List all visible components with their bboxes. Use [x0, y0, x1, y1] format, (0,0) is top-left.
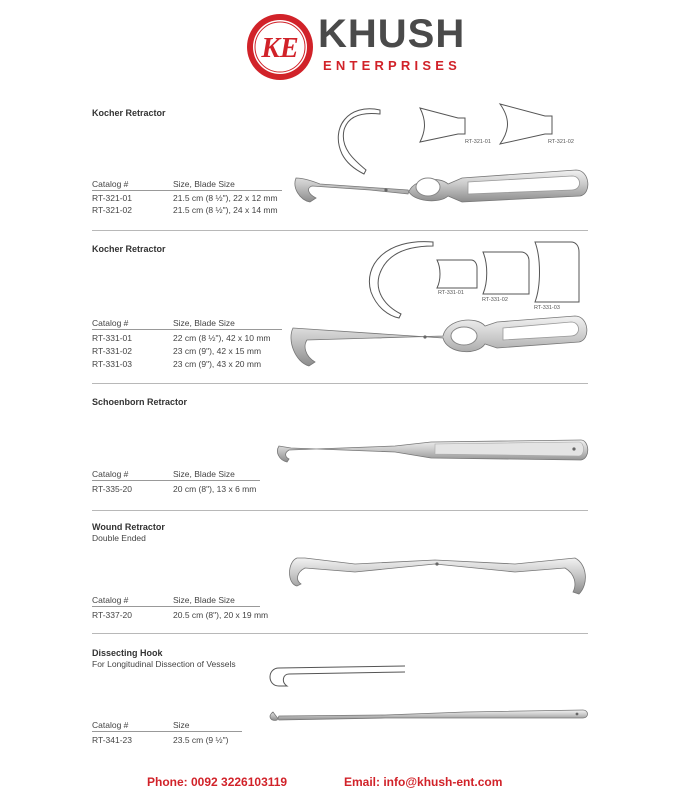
size-cell: 23 cm (9"), 42 x 15 mm [173, 346, 262, 356]
schoenborn-retractor-illustration [275, 432, 595, 472]
catalog-cell: RT-331-03 [92, 359, 133, 369]
header-underline [92, 190, 282, 191]
size-cell: 21.5 cm (8 ½"), 22 x 12 mm [173, 193, 278, 203]
section-subtitle: Double Ended [92, 533, 146, 543]
size-header: Size, Blade Size [173, 179, 235, 189]
header-underline [92, 606, 260, 607]
size-header: Size [173, 720, 190, 730]
size-cell: 23.5 cm (9 ½") [173, 735, 229, 745]
section-title: Kocher Retractor [92, 108, 166, 118]
logo-emblem [245, 12, 315, 82]
kocher-retractor-illustration [290, 98, 600, 226]
section-divider [92, 633, 588, 634]
section-title: Kocher Retractor [92, 244, 166, 254]
company-name: KHUSH [318, 12, 466, 56]
header-underline [92, 480, 260, 481]
catalog-cell: RT-331-01 [92, 333, 133, 343]
section-title: Wound Retractor [92, 522, 165, 532]
footer-phone: Phone: 0092 3226103119 [147, 775, 288, 789]
catalog-cell: RT-337-20 [92, 610, 133, 620]
size-header: Size, Blade Size [173, 595, 235, 605]
company-subtitle: ENTERPRISES [323, 58, 461, 73]
catalog-cell: RT-321-01 [92, 193, 133, 203]
catalog-header: Catalog # [92, 595, 129, 605]
section-title: Dissecting Hook [92, 648, 163, 658]
variant-tag: RT-331-03 [534, 305, 560, 311]
section-title: Schoenborn Retractor [92, 397, 188, 407]
size-cell: 20 cm (8"), 13 x 6 mm [173, 484, 257, 494]
header-underline [92, 731, 242, 732]
variant-tag: RT-321-02 [548, 139, 574, 145]
catalog-header: Catalog # [92, 469, 129, 479]
section-divider [92, 230, 588, 231]
footer-email[interactable]: Email: info@khush-ent.com [344, 775, 503, 789]
catalog-cell: RT-341-23 [92, 735, 133, 745]
section-subtitle: For Longitudinal Dissection of Vessels [92, 659, 236, 669]
size-header: Size, Blade Size [173, 318, 235, 328]
size-cell: 23 cm (9"), 43 x 20 mm [173, 359, 262, 369]
section-divider [92, 383, 588, 384]
size-header: Size, Blade Size [173, 469, 235, 479]
dissecting-hook-illustration [265, 660, 595, 730]
catalog-cell: RT-321-02 [92, 205, 133, 215]
size-cell: 20.5 cm (8"), 20 x 19 mm [173, 610, 269, 620]
size-cell: 21.5 cm (8 ½"), 24 x 14 mm [173, 205, 278, 215]
catalog-header: Catalog # [92, 179, 129, 189]
wound-retractor-illustration [285, 550, 595, 600]
variant-tag: RT-331-02 [482, 297, 508, 303]
variant-tag: RT-321-01 [465, 139, 491, 145]
catalog-cell: RT-331-02 [92, 346, 133, 356]
header-underline [92, 329, 282, 330]
catalog-header: Catalog # [92, 720, 129, 730]
variant-tag: RT-331-01 [438, 290, 464, 296]
section-divider [92, 510, 588, 511]
logo-letters: KE [261, 33, 299, 64]
catalog-header: Catalog # [92, 318, 129, 328]
catalog-cell: RT-335-20 [92, 484, 133, 494]
size-cell: 22 cm (8 ½"), 42 x 10 mm [173, 333, 271, 343]
